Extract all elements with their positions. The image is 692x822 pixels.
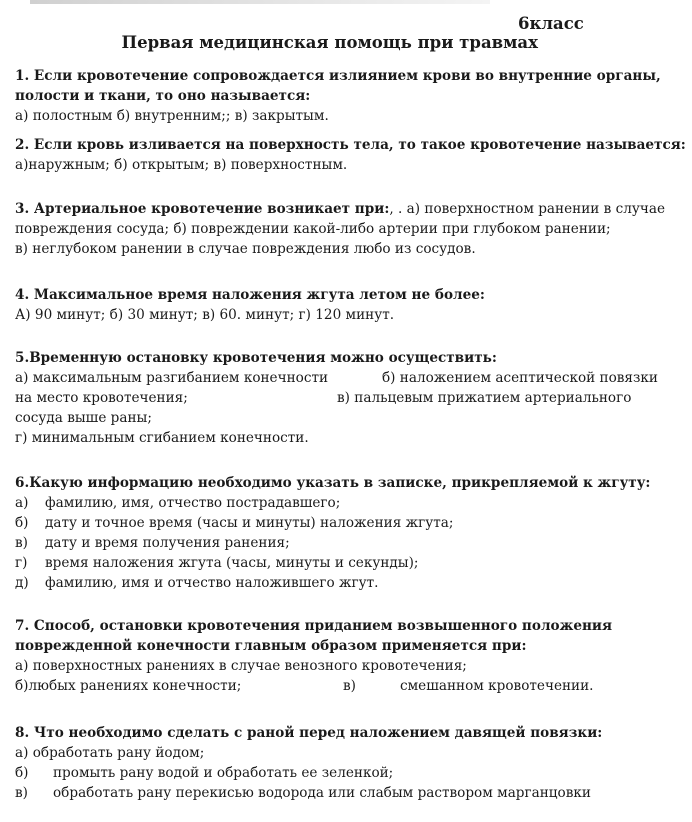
question-2 <box>15 135 686 175</box>
grade-label: 6класс <box>518 14 584 33</box>
answer-option: сосуда выше раны; <box>15 410 152 426</box>
answer-option: д) фамилию, имя и отчество наложившего жгут. <box>15 575 379 591</box>
question-6 <box>15 473 680 593</box>
question-text: 3. Артериальное кровотечение возникает при: <box>15 201 390 217</box>
answer-option: а) фамилию, имя, отчество пострадавшего; <box>15 495 341 511</box>
answer-option: в) пальцевым прижатием артериального <box>337 390 632 406</box>
answer-option: г) минимальным сгибанием конечности. <box>15 430 309 446</box>
question-text: 2. Если кровь изливается на поверхность тела, то такое кровотечение называется: <box>15 137 686 153</box>
answer-option: смешанном кровотечении. <box>400 678 594 694</box>
answer-options: , . а) поверхностном ранении в случае <box>389 201 665 217</box>
answer-options: а) полостным б) внутренним;; в) закрытым. <box>15 108 329 124</box>
answer-options: в) неглубоком ранении в случае повреждения любо из сосудов. <box>15 241 476 257</box>
answer-option: б) промыть рану водой и обработать ее зеленкой; <box>15 765 394 781</box>
answer-option: а) максимальным разгибанием конечности <box>15 370 329 386</box>
question-text: 6.Какую информацию необходимо указать в записке, прикрепляемой к жгуту: <box>15 475 651 491</box>
answer-options: а)наружным; б) открытым; в) поверхностным. <box>15 157 348 173</box>
title-text: Первая медицинская помощь при травмах <box>121 33 538 52</box>
answer-options: А) 90 минут; б) 30 минут; в) 60. минут; г) 120 минут. <box>15 307 395 323</box>
question-5 <box>15 348 680 448</box>
question-7 <box>15 616 680 696</box>
question-text: 7. Способ, остановки кровотечения приданием возвышенного положения <box>15 618 613 634</box>
answer-option: а) поверхностных ранениях в случае венозного кровотечения; <box>15 658 467 674</box>
page-title <box>110 14 584 71</box>
question-4 <box>15 285 680 325</box>
question-8 <box>15 723 680 803</box>
answer-option: в) дату и время получения ранения; <box>15 535 290 551</box>
answer-option-letter: в) <box>343 678 356 694</box>
question-1 <box>15 66 680 126</box>
answer-option: б) наложением асептической повязки <box>382 370 658 386</box>
question-3 <box>15 199 680 259</box>
question-text: поврежденной конечности главным образом применяется при: <box>15 638 527 654</box>
question-text: 1. Если кровотечение сопровождается излиянием крови во внутренние органы, <box>15 68 661 84</box>
answer-option: б)любых ранениях конечности; <box>15 678 242 694</box>
answer-option: на место кровотечения; <box>15 390 188 406</box>
question-text: 8. Что необходимо сделать с раной перед наложением давящей повязки: <box>15 725 603 741</box>
top-cropped-line <box>30 0 490 4</box>
question-text: 5.Временную остановку кровотечения можно осуществить: <box>15 350 497 366</box>
question-text: полости и ткани, то оно называется: <box>15 88 311 104</box>
answer-options: повреждения сосуда; б) повреждении какой-либо артерии при глубоком ранении; <box>15 221 611 237</box>
question-text: 4. Максимальное время наложения жгута летом не более: <box>15 287 485 303</box>
answer-option: а) обработать рану йодом; <box>15 745 205 761</box>
answer-option: б) дату и точное время (часы и минуты) наложения жгута; <box>15 515 454 531</box>
answer-option: г) время наложения жгута (часы, минуты и секунды); <box>15 555 419 571</box>
answer-option: в) обработать рану перекисью водорода или слабым раствором марганцовки <box>15 785 591 801</box>
